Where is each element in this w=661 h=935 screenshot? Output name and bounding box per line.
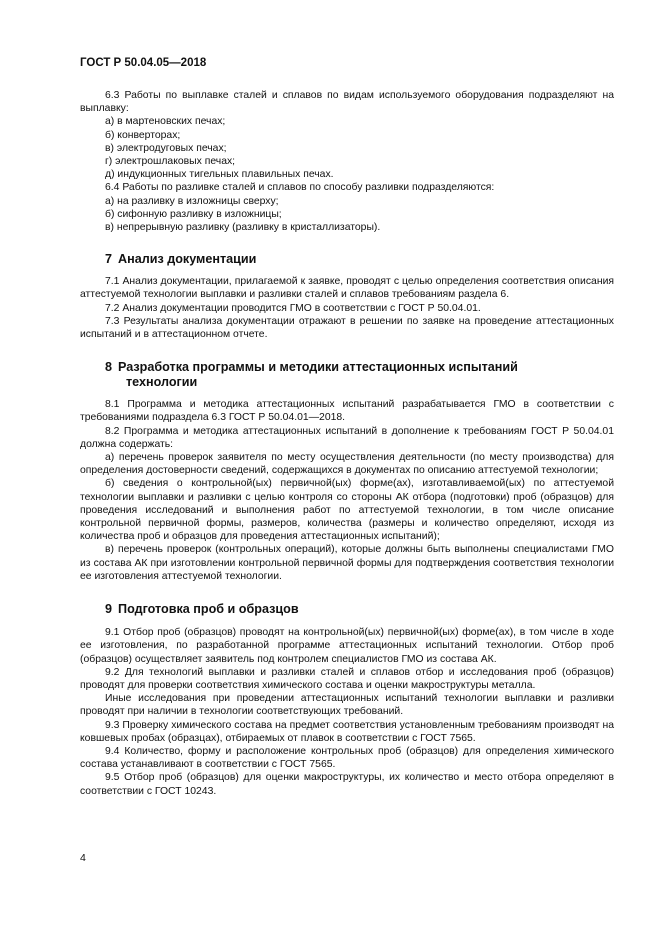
document-header: ГОСТ Р 50.04.05—2018 <box>80 57 207 69</box>
paragraph-9-5: 9.5 Отбор проб (образцов) для оценки макроструктуры, их количество и место отбора определяют в соответствии с ГОСТ 10243. <box>80 772 614 797</box>
list-item: в) непрерывную разливку (разливку в кристаллизаторы). <box>105 222 381 234</box>
paragraph-8-1: 8.1 Программа и методика аттестационных испытаний разрабатывается ГМО в соответствии с требованиями подраздела 6.3 ГОСТ Р 50.04.01—2018. <box>80 399 614 424</box>
page-content <box>80 89 614 798</box>
paragraph-9-3: 9.3 Проверку химического состава на предмет соответствия установленным требованиям производят на ковшевых пробах (образцах), отбираемых от плавок в соответствии с ГОСТ 7565. <box>80 719 614 744</box>
section-title-continued: технологии <box>126 375 198 390</box>
paragraph-6-3: 6.3 Работы по выплавке сталей и сплавов по видам используемого оборудования подразделяют на выплавку: <box>80 90 614 115</box>
section-title: Подготовка проб и образцов <box>118 602 299 617</box>
section-7-heading <box>80 252 614 267</box>
paragraph-7-3: 7.3 Результаты анализа документации отражают в решении по заявке на проведение аттестационных испытаний и в аттестационном отчете. <box>80 315 614 341</box>
section-number: 8 <box>105 360 113 375</box>
paragraph-6-4: 6.4 Работы по разливке сталей и сплавов по способу разливки подразделяются: <box>105 182 495 194</box>
section-number: 9 <box>105 602 113 617</box>
page-number: 4 <box>80 852 86 864</box>
list-item: б) сведения о контрольной(ых) первичной(ых) форме(ах), изготавливаемой(ых) по аттестуемой технологии выплавки и разливки с целью контроля со стороны АК отбора (подготовки) проб (образцов) для проведения исследований и выполнения работ по аттестуемой технологии, в том числе описание контрольной первичной формы, размеров, количества (размеры и количество определяют, исходя из количества проб и образцов для проведения аттестационных испытаний); <box>80 478 614 543</box>
paragraph-9-1: 9.1 Отбор проб (образцов) проводят на контрольной(ых) первичной(ых) форме(ах), в том числе в ходе ее изготовления, по разработанной программе аттестационных испытаний технологии. Отбор проб (образцов) осуществляет заявитель под контролем специалистов ГМО из состава АК. <box>80 627 614 665</box>
paragraph-7-2: 7.2 Анализ документации проводится ГМО в соответствии с ГОСТ Р 50.04.01. <box>105 302 481 314</box>
paragraph-9-2-b: Иные исследования при проведении аттестационных испытаний технологии выплавки и разливки проводят при наличии в технологии соответствующих требований. <box>80 693 614 718</box>
list-item: г) электрошлаковых печах; <box>105 156 236 168</box>
list-item: а) на разливку в изложницы сверху; <box>105 195 279 207</box>
list-item: а) перечень проверок заявителя по месту осуществления деятельности (по месту производства) для определения достоверности сведений, содержащихся в документах по описанию аттестуемой технологии; <box>80 452 614 477</box>
paragraph-7-1: 7.1 Анализ документации, прилагаемой к заявке, проводят с целью определения соответствия описания аттестуемой технологии выплавки и разливки сталей и сплавов требованиям раздела 6. <box>80 276 614 301</box>
section-8-heading <box>80 360 614 390</box>
list-item: б) конверторах; <box>105 129 181 141</box>
section-title: Анализ документации <box>118 252 257 267</box>
section-9-heading <box>80 602 614 617</box>
list-6-4 <box>80 195 614 235</box>
list-6-3 <box>80 115 614 181</box>
paragraph-9-2: 9.2 Для технологий выплавки и разливки сталей и сплавов отбор и исследования проб (образцов) проводят для проверки соответствия химического состава и оценки макроструктуры металла. <box>80 666 614 691</box>
list-item: в) перечень проверок (контрольных операций), которые должны быть выполнены специалистами ГМО из состава АК при изготовлении контрольной первичной формы для подтверждения соответствия технологии ее изготовления аттестуемой технологии. <box>80 544 614 582</box>
paragraph-9-4: 9.4 Количество, форму и расположение контрольных проб (образцов) для определения химического состава устанавливают в соответствии с ГОСТ 7565. <box>80 745 614 771</box>
paragraph-8-2: 8.2 Программа и методика аттестационных испытаний в дополнение к требованиям ГОСТ Р 50.04.01 должна содержать: <box>80 425 614 450</box>
section-title: Разработка программы и методики аттестационных испытаний <box>118 360 518 375</box>
list-item: б) сифонную разливку в изложницы; <box>105 208 282 220</box>
section-number: 7 <box>105 252 113 267</box>
list-item: д) индукционных тигельных плавильных печах. <box>105 169 334 181</box>
list-item: в) электродуговых печах; <box>105 142 227 154</box>
list-item: а) в мартеновских печах; <box>105 116 226 128</box>
